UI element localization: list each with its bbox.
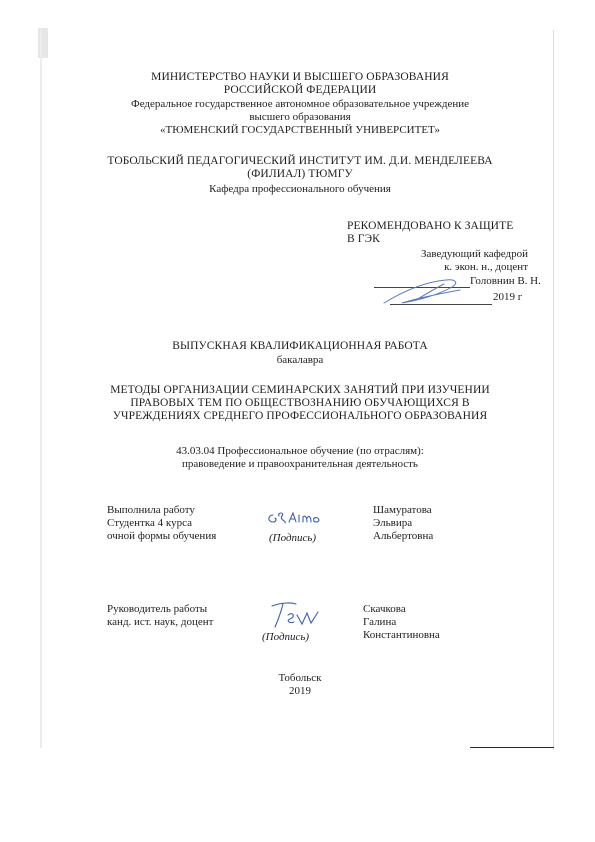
author-signature-icon (265, 508, 327, 528)
footer-year: 2019 (289, 685, 311, 697)
author-signature-caption: (Подпись) (269, 532, 317, 544)
author-patronymic: Альбертовна (373, 530, 434, 542)
thesis-title-line-3: УЧРЕЖДЕНИЯХ СРЕДНЕГО ПРОФЕССИОНАЛЬНОГО ОБРАЗОВАНИЯ (112, 410, 488, 422)
supervisor-first-name: Галина (363, 616, 397, 628)
university-name: «ТЮМЕНСКИЙ ГОСУДАРСТВЕННЫЙ УНИВЕРСИТЕТ» (160, 124, 440, 136)
institution-line-1: Федеральное государственное автономное образовательное учреждение (131, 98, 469, 110)
supervisor-signature-caption: (Подпись) (262, 631, 310, 643)
head-title: Заведующий кафедрой (421, 248, 528, 260)
author-role-line-3: очной формы обучения (107, 530, 217, 542)
ministry-line-1: МИНИСТЕРСТВО НАУКИ И ВЫСШЕГО ОБРАЗОВАНИЯ (151, 71, 449, 83)
supervisor-role-line-1: Руководитель работы (107, 603, 208, 615)
branch-block (60, 155, 540, 181)
footer-city: Тобольск (278, 672, 322, 684)
head-name: Головнин В. Н. (470, 275, 541, 287)
approval-year: 2019 г (493, 291, 523, 303)
branch-line-1: ТОБОЛЬСКИЙ ПЕДАГОГИЧЕСКИЙ ИНСТИТУТ ИМ. Д.И. МЕНДЕЛЕЕВА (107, 155, 493, 167)
footer-block (60, 672, 540, 698)
author-role-line-1: Выполнила работу (107, 504, 195, 516)
branch-line-2: (ФИЛИАЛ) ТЮМГУ (247, 168, 353, 180)
supervisor-patronymic: Константиновна (363, 629, 440, 641)
specialty-block (60, 445, 540, 471)
author-role-line-2: Студентка 4 курса (107, 517, 192, 529)
thesis-title (60, 384, 540, 423)
supervisor-role (107, 603, 213, 629)
supervisor-surname: Скачкова (363, 603, 406, 615)
head-degree: к. экон. н., доцент (444, 261, 528, 273)
institution-block (60, 98, 540, 137)
head-signature-icon (380, 270, 480, 312)
author-role (107, 504, 216, 543)
supervisor-name (363, 603, 440, 642)
supervisor-role-line-2: канд. ист. наук, доцент (107, 616, 214, 628)
author-name (373, 504, 433, 543)
approval-line-1: РЕКОМЕНДОВАНО К ЗАЩИТЕ (347, 220, 514, 232)
specialty-line-2: правоведение и правоохранительная деятельность (182, 458, 418, 470)
institution-line-2: высшего образования (249, 111, 351, 123)
author-surname: Шамуратова (373, 504, 432, 516)
work-type: ВЫПУСКНАЯ КВАЛИФИКАЦИОННАЯ РАБОТА (172, 340, 428, 352)
department-name: Кафедра профессионального обучения (209, 183, 391, 195)
approval-stamp (347, 220, 513, 246)
supervisor-signature-icon (266, 598, 324, 632)
ministry-block (60, 71, 540, 97)
thesis-title-line-2: ПРАВОВЫХ ТЕМ ПО ОБЩЕСТВОЗНАНИЮ ОБУЧАЮЩИХСЯ В (130, 397, 470, 409)
specialty-line-1: 43.03.04 Профессиональное обучение (по отраслям): (176, 445, 424, 457)
approval-line-2: В ГЭК (347, 233, 380, 245)
work-level: бакалавра (276, 354, 324, 366)
ministry-line-2: РОССИЙСКОЙ ФЕДЕРАЦИИ (223, 84, 377, 96)
author-first-name: Эльвира (373, 517, 413, 529)
thesis-title-line-1: МЕТОДЫ ОРГАНИЗАЦИИ СЕМИНАРСКИХ ЗАНЯТИЙ ПРИ ИЗУЧЕНИИ (110, 384, 490, 396)
